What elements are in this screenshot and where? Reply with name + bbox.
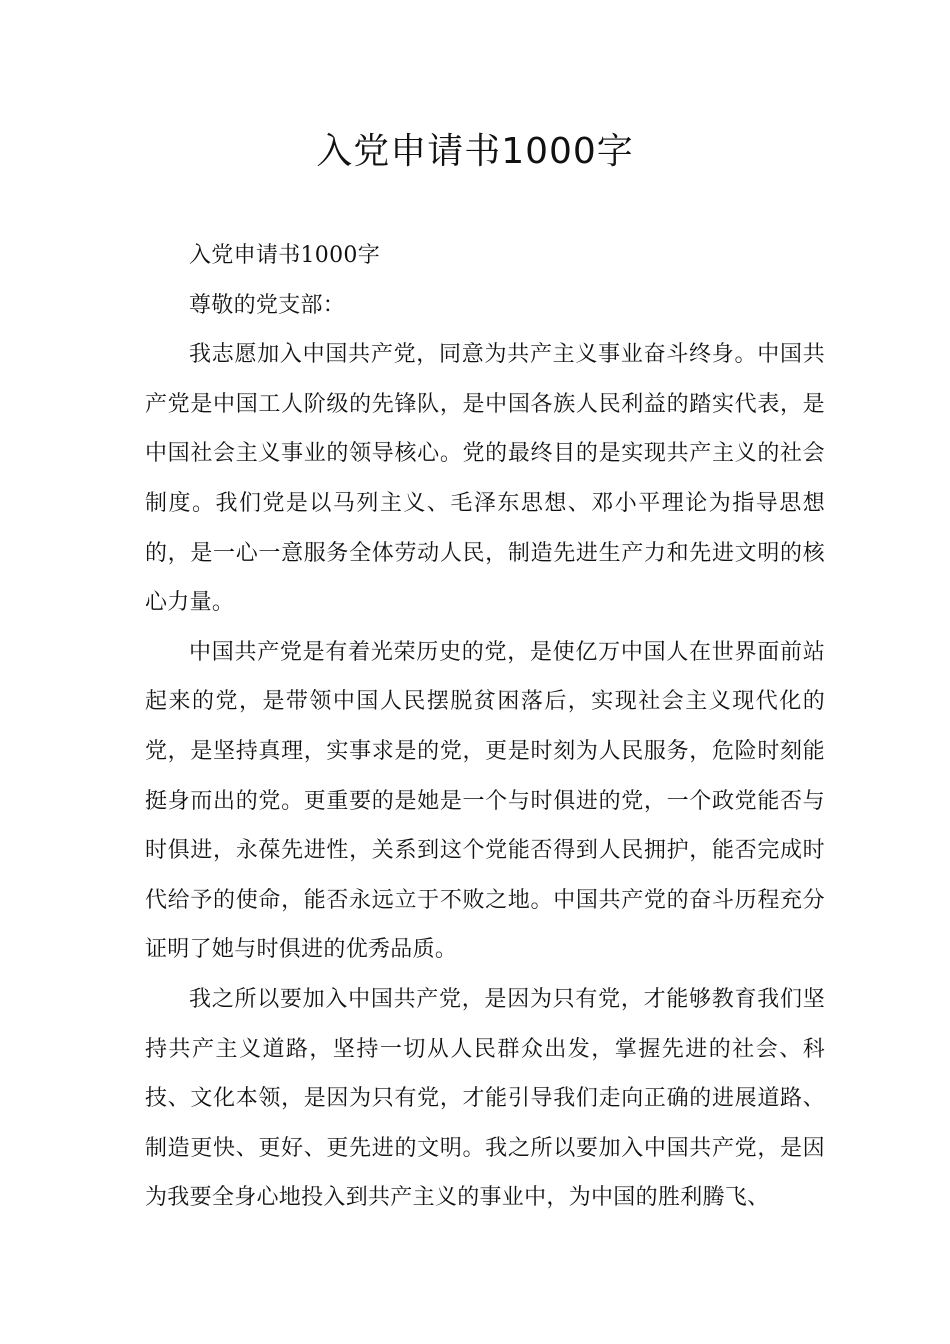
paragraph-body-2: 中国共产党是有着光荣历史的党，是使亿万中国人在世界面前站起来的党，是带领中国人民摆脱贫困落后，实现社会主义现代化的党，是坚持真理，实事求是的党，更是时刻为人民服务，危险时刻能挺身而出的党。更重要的是她是一个与时俱进的党，一个政党能否与时俱进，永葆先进性，关系到这个党能否得到人民拥护，能否完成时代给予的使命，能否永远立于不败之地。中国共产党的奋斗历程充分证明了她与时俱进的优秀品质。 [145, 639, 825, 963]
paragraph-salutation: 尊敬的党支部： [189, 292, 346, 318]
document-title: 入党申请书1000字 [316, 131, 634, 172]
paragraph-subtitle: 入党申请书1000字 [189, 243, 380, 268]
paragraph-body-3: 我之所以要加入中国共产党，是因为只有党，才能够教育我们坚持共产主义道路，坚持一切从人民群众出发，掌握先进的社会、科技、文化本领，是因为只有党，才能引导我们走向正确的进展道路、制造更快、更好、更先进的文明。我之所以要加入中国共产党，是因为我要全身心地投入到共产主义的事业中，为中国的胜利腾飞、 [145, 986, 825, 1211]
paragraph-body-1: 我志愿加入中国共产党，同意为共产主义事业奋斗终身。中国共产党是中国工人阶级的先锋队，是中国各族人民利益的踏实代表，是中国社会主义事业的领导核心。党的最终目的是实现共产主义的社会制度。我们党是以马列主义、毛泽东思想、邓小平理论为指导思想的，是一心一意服务全体劳动人民，制造先进生产力和先进文明的核心力量。 [145, 342, 825, 616]
document-body [145, 231, 825, 1223]
